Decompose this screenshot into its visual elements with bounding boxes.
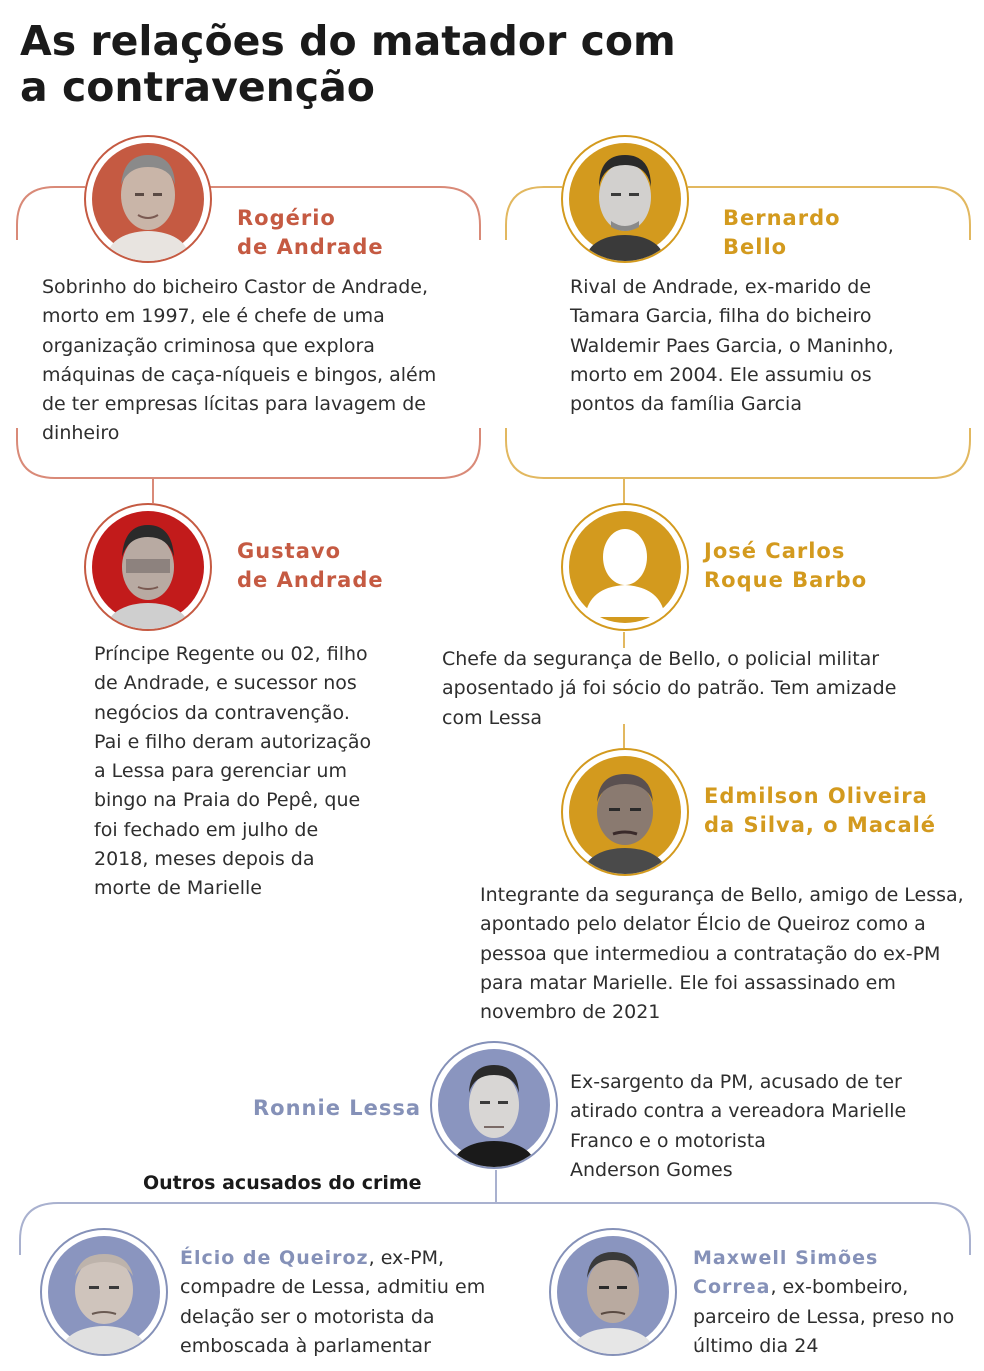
bernardo-photo bbox=[561, 135, 689, 263]
page-title: As relações do matador com a contravenção bbox=[20, 17, 676, 111]
gustavo-name: Gustavo de Andrade bbox=[237, 539, 384, 592]
bernardo-bracket-bottom bbox=[506, 428, 970, 478]
gustavo-photo bbox=[84, 503, 212, 631]
rogerio-name: Rogério de Andrade bbox=[237, 206, 384, 259]
rogerio-desc: Sobrinho do bicheiro Castor de Andrade, morto em 1997, ele é chefe de uma organização criminosa que explora máquinas de caça-níqueis e bingos, além de ter empresas lícitas para lavagem de dinheiro bbox=[42, 276, 437, 445]
jose-photo bbox=[561, 503, 689, 631]
elcio-photo bbox=[40, 1228, 168, 1356]
elcio-desc-inline: , ex-PM, bbox=[368, 1247, 445, 1269]
elcio-desc: compadre de Lessa, admitiu em delação ser o motorista da emboscada à parlamentar bbox=[180, 1276, 486, 1357]
elcio-name: Élcio de Queiroz bbox=[180, 1247, 369, 1269]
maxwell-desc: parceiro de Lessa, preso no último dia 24 bbox=[693, 1305, 955, 1357]
edmilson-name: Edmilson Oliveira da Silva, o Macalé bbox=[704, 784, 937, 837]
ronnie-desc: Ex-sargento da PM, acusado de ter atirado contra a vereadora Marielle Franco e o motorista Anderson Gomes bbox=[570, 1071, 907, 1181]
ronnie-name: Ronnie Lessa bbox=[253, 1096, 422, 1120]
edmilson-photo bbox=[561, 748, 689, 876]
maxwell-photo bbox=[549, 1228, 677, 1356]
bernardo-desc: Rival de Andrade, ex-marido de Tamara Garcia, filha do bicheiro Waldemir Paes Garcia, o Maninho, morto em 2004. Ele assumiu os pontos da família Garcia bbox=[570, 276, 894, 416]
bernardo-name: Bernardo Bello bbox=[723, 206, 841, 259]
jose-desc: Chefe da segurança de Bello, o policial militar aposentado já foi sócio do patrão. Tem amizade com Lessa bbox=[442, 648, 897, 729]
elcio-text bbox=[180, 1244, 520, 1361]
bernardo-bracket bbox=[506, 187, 562, 240]
edmilson-desc: Integrante da segurança de Bello, amigo de Lessa, apontado pelo delator Élcio de Queiroz como a pessoa que intermediou a contratação do ex-PM para matar Marielle. Ele foi assassinado em novembro de 2021 bbox=[480, 884, 964, 1024]
maxwell-name: Maxwell Simões Correa bbox=[693, 1247, 879, 1299]
gustavo-desc: Príncipe Regente ou 02, filho de Andrade, e sucessor nos negócios da contravenção. Pai e filho deram autorização a Lessa para gerenciar um bingo na Praia do Pepê, que foi fechado em julho de 2018, meses depois da morte de Marielle bbox=[94, 643, 372, 900]
ronnie-photo bbox=[430, 1041, 558, 1169]
maxwell-desc-inline: , ex-bombeiro, bbox=[770, 1276, 909, 1299]
maxwell-text bbox=[693, 1244, 978, 1361]
rogerio-bracket bbox=[17, 187, 85, 240]
others-heading: Outros acusados do crime bbox=[143, 1172, 422, 1194]
jose-name: José Carlos Roque Barbo bbox=[704, 539, 868, 592]
rogerio-photo bbox=[84, 135, 212, 263]
